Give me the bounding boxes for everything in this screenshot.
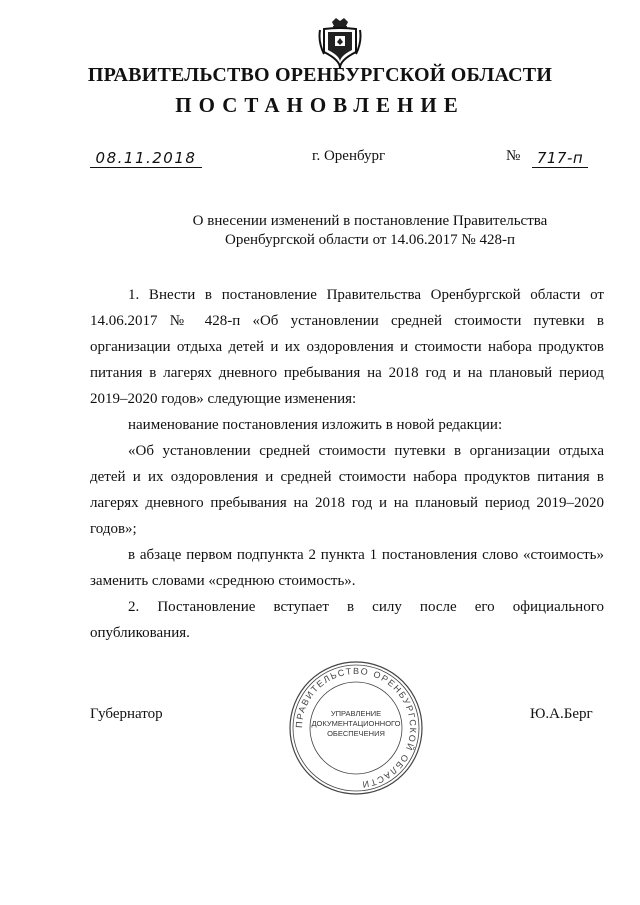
paragraph-2: наименование постановления изложить в новой редакции:	[128, 417, 503, 433]
signatory-title: Губернатор	[90, 706, 163, 722]
subject-line-2: Оренбургской области от 14.06.2017 № 428-п	[224, 232, 516, 248]
stamp-line-3: ОБЕСПЕЧЕНИЯ	[327, 729, 385, 738]
document-body	[90, 282, 604, 646]
paragraph-5: 2. Постановление вступает в силу после его официального опубликования.	[90, 599, 604, 641]
document-type: ПОСТАНОВЛЕНИЕ	[175, 93, 465, 117]
number-sign: №	[506, 148, 521, 164]
stamp-line-2: ДОКУМЕНТАЦИОННОГО	[311, 719, 401, 728]
stamp-line-1: УПРАВЛЕНИЕ	[330, 709, 382, 718]
stamp-ring-text: ПРАВИТЕЛЬСТВО ОРЕНБУРГСКОЙ ОБЛАСТИ	[293, 665, 419, 790]
coat-of-arms-icon	[318, 16, 362, 70]
document-date: 08.11.2018	[90, 149, 202, 168]
signatory-name: Ю.А.Берг	[530, 706, 593, 722]
paragraph-4: в абзаце первом подпункта 2 пункта 1 постановления слово «стоимость» заменить словами «среднюю стоимость».	[90, 547, 604, 589]
stamp-inner-text	[300, 709, 412, 739]
paragraph-3: «Об установлении средней стоимости путевки в организации отдыха детей и их оздоровления и средней стоимости набора продуктов питания в лагерях дневного пребывания на 2018 год и на плановый период 2019–2020 годов»;	[90, 443, 604, 537]
document-city: г. Оренбург	[312, 148, 386, 164]
document-number: 717-п	[532, 149, 588, 168]
subject-line-1: О внесении изменений в постановление Правительства	[192, 213, 548, 229]
government-title: ПРАВИТЕЛЬСТВО ОРЕНБУРГСКОЙ ОБЛАСТИ	[87, 64, 553, 86]
document-subject	[140, 212, 600, 250]
paragraph-1: 1. Внести в постановление Правительства Оренбургской области от 14.06.2017 № 428-п «Об установлении средней стоимости путевки в организации отдыха детей и их оздоровления и стоимости набора продуктов питания в лагерях дневного пребывания на 2018 год и на плановый период 2019–2020 годов» следующие изменения:	[90, 287, 604, 407]
